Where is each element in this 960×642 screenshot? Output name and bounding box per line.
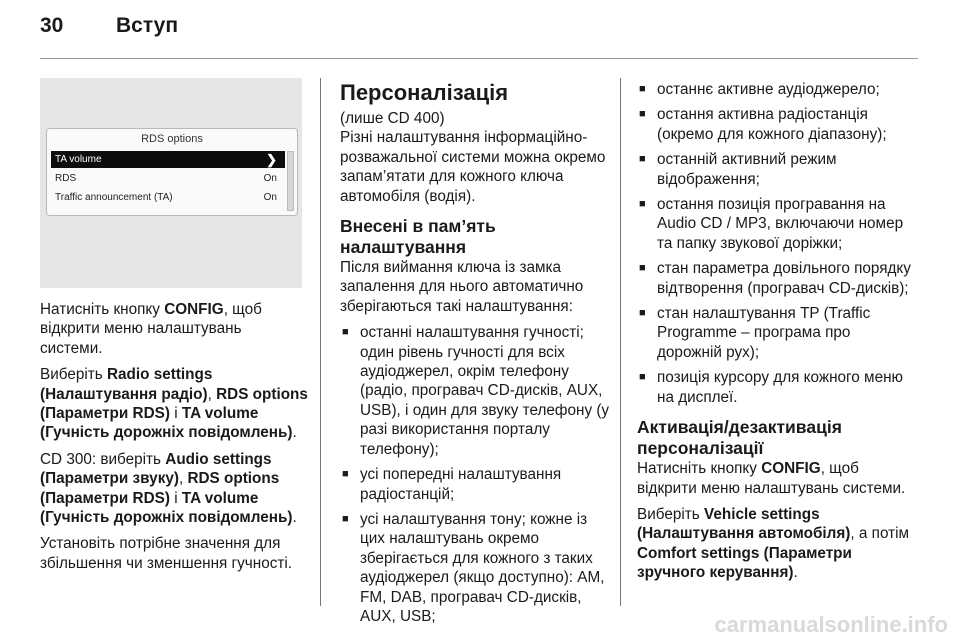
text: CD 300: виберіть	[40, 450, 166, 468]
bullet-list	[340, 323, 612, 626]
menu-item-name: Comfort settings (Параметри зручного керування)	[637, 544, 852, 582]
menu-item-name: Audio settings (Параметри звуку)	[40, 450, 272, 488]
text: .	[292, 509, 297, 527]
column-divider	[620, 78, 621, 606]
text: .	[292, 424, 297, 442]
text: Натисніть кнопку	[637, 460, 762, 478]
text: Виберіть	[637, 505, 704, 523]
text: .	[793, 564, 798, 582]
screen-row-label: TA volume	[55, 154, 102, 165]
paragraph: Після виймання ключа із замка запалення для нього автоматично зберігаються такі налаштування:	[340, 259, 584, 315]
chevron-right-icon: ❯	[266, 152, 277, 167]
screen-title: RDS options	[141, 133, 203, 145]
subsection-heading: Активація/дезактивація персоналізації	[637, 417, 842, 459]
menu-item-name: RDS options (Параметри RDS)	[40, 470, 280, 507]
button-name: CONFIG	[761, 460, 821, 478]
list-item: ■ усі попередні налаштування радіостанцій;	[340, 465, 612, 504]
text: і	[169, 405, 182, 423]
screen-row-label: Traffic announcement (TA)	[55, 192, 173, 203]
page-number: 30	[40, 14, 64, 37]
column-divider	[320, 78, 321, 606]
screen-row-value: On	[263, 173, 277, 184]
paragraph	[40, 450, 308, 528]
menu-item-name: TA volume (Гучність дорожніх повідомлень)	[40, 405, 293, 442]
menu-item-name: Radio settings (Налаштування радіо)	[40, 366, 213, 403]
text: і	[169, 489, 182, 507]
section-heading: Персоналізація	[340, 80, 509, 105]
text: , а потім	[850, 525, 910, 543]
paragraph: Установіть потрібне значення для збільшення чи зменшення гучності.	[40, 535, 293, 572]
paragraph	[637, 459, 919, 498]
column-3	[637, 80, 919, 590]
column-2	[340, 80, 612, 632]
bullet-list	[637, 80, 919, 407]
list-item: ■ остання позиція програвання на Audio CD / MP3, включаючи номер та папку звукової доріжки;	[637, 195, 919, 253]
list-item: ■ останній активний режим відображення;	[637, 150, 919, 189]
screen-row-label: RDS	[55, 173, 77, 184]
menu-item-name: RDS options (Параметри RDS)	[40, 385, 308, 423]
screen-row-rds	[51, 170, 285, 187]
watermark: carmanualsonline.info	[714, 612, 948, 637]
text: ,	[207, 385, 217, 403]
text: , щоб відкрити меню налаштувань системи.	[637, 460, 906, 497]
button-name: CONFIG	[164, 301, 224, 318]
menu-item-name: Vehicle settings (Налаштування автомобіля)	[637, 505, 851, 543]
screen-row-ta-volume	[51, 151, 285, 168]
screen-row-value: On	[263, 192, 277, 203]
rds-options-screen-image	[40, 78, 302, 288]
paragraph	[40, 365, 308, 443]
page-title: Вступ	[116, 14, 179, 37]
text: Виберіть	[40, 366, 107, 384]
list-item: ■ усі налаштування тону; кожне із цих налаштувань окремо зберігається для кожного з таких аудіоджерел (якщо доступно): AM, FM, DAB, програвач CD-дисків, AUX, USB;	[340, 510, 612, 626]
text: , щоб відкрити меню налаштувань системи.	[40, 301, 262, 357]
list-item: ■ останні налаштування гучності; один рівень гучності для всіх аудіоджерел, окрім телефону (радіо, програвач CD-дисків, AUX, USB), і один для звуку телефону (у разі використання порталу телефону);	[340, 323, 612, 459]
display-frame	[46, 128, 298, 216]
column-1	[40, 300, 308, 580]
paragraph	[40, 300, 308, 358]
list-item: ■ стан параметра довільного порядку відтворення (програвач CD-дисків);	[637, 259, 919, 298]
screen-scrollbar	[287, 151, 294, 211]
subsection-heading: Внесені в пам’ять налаштування	[340, 216, 496, 258]
screen-row-traffic-announcement	[51, 189, 285, 206]
menu-item-name: TA volume (Гучність дорожніх повідомлень)	[40, 489, 293, 527]
list-item: ■ позиція курсору для кожного меню на дисплеї.	[637, 368, 919, 407]
paragraph	[637, 505, 919, 583]
paragraph: (лише CD 400)	[340, 110, 445, 127]
list-item: ■ остання активна радіостанція (окремо для кожного діапазону);	[637, 105, 919, 144]
list-item: ■ останнє активне аудіоджерело;	[637, 80, 919, 99]
paragraph: Різні налаштування інформаційно-розважальної системи можна окремо запам’ятати для кожного ключа автомобіля (водія).	[340, 129, 606, 205]
list-item: ■ стан налаштування TP (Traffic Programme – програма про дорожній рух);	[637, 304, 919, 362]
text: ,	[178, 470, 188, 488]
header-rule	[40, 58, 918, 59]
text: Натисніть кнопку	[40, 301, 165, 318]
